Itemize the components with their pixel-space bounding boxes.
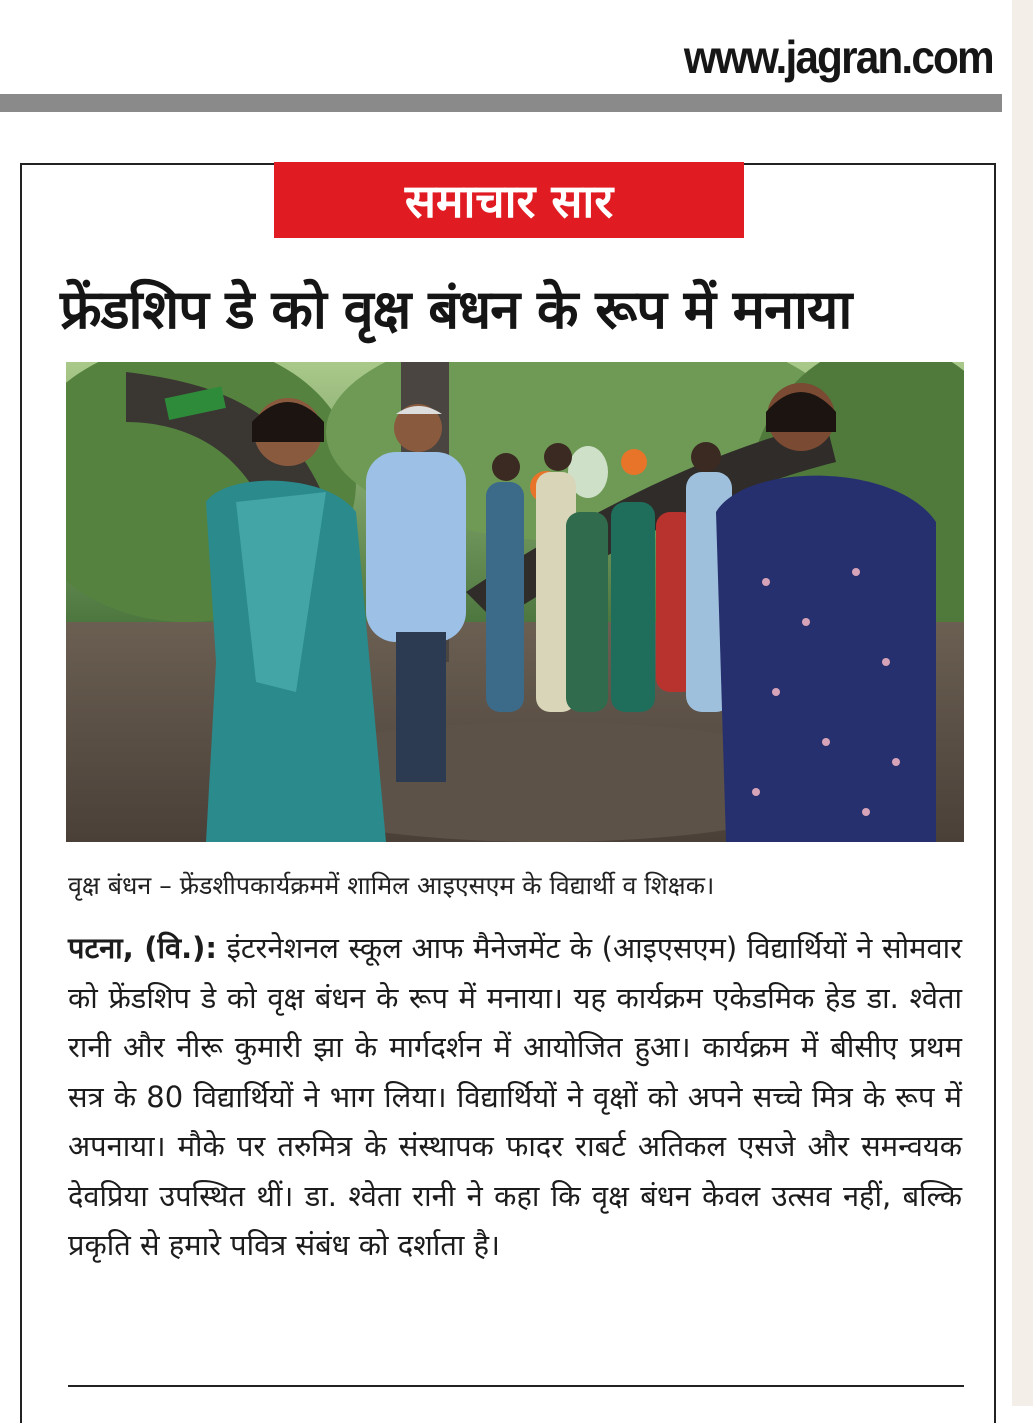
- photo-illustration: [66, 362, 964, 842]
- dateline: पटना, (वि.):: [68, 931, 218, 965]
- photo-caption: वृक्ष बंधन – फ्रेंडशीपकार्यक्रममें शामिल आइएसएम के विद्यार्थी व शिक्षक।: [68, 871, 715, 900]
- article-body-text: इंटरनेशनल स्कूल आफ मैनेजमेंट के (आइएसएम) विद्यार्थियों ने सोमवार को फ्रेंडशिप डे को वृक्ष बंधन के रूप में मनाया। यह कार्यक्रम एकेडमिक हेड डा. श्वेता रानी और नीरू कुमारी झा के मार्गदर्शन में आयोजित हुआ। कार्यक्रम में बीसीए प्रथम सत्र के 80 विद्यार्थियों ने भाग लिया। विद्यार्थियों ने वृक्षों को अपने सच्चे मित्र के रूप में अपनाया। मौके पर तरुमित्र के संस्थापक फादर राबर्ट अतिकल एसजे और समन्वयक देवप्रिया उपस्थित थीं। डा. श्वेता रानी ने कहा कि वृक्ष बंधन केवल उत्सव नहीं, बल्कि प्रकृति से हमारे पवित्र संबंध को दर्शाता है।: [68, 931, 962, 1262]
- header-rule: [0, 94, 1002, 112]
- bottom-rule: [68, 1385, 964, 1387]
- news-photo: [66, 362, 964, 842]
- article-headline: फ्रेंडशिप डे को वृक्ष बंधन के रूप में मनाया: [60, 278, 852, 341]
- page-edge: [1012, 0, 1033, 1406]
- site-url: www.jagran.com: [684, 31, 993, 83]
- article-body: [68, 924, 962, 1271]
- section-label: समाचार सार: [274, 162, 744, 238]
